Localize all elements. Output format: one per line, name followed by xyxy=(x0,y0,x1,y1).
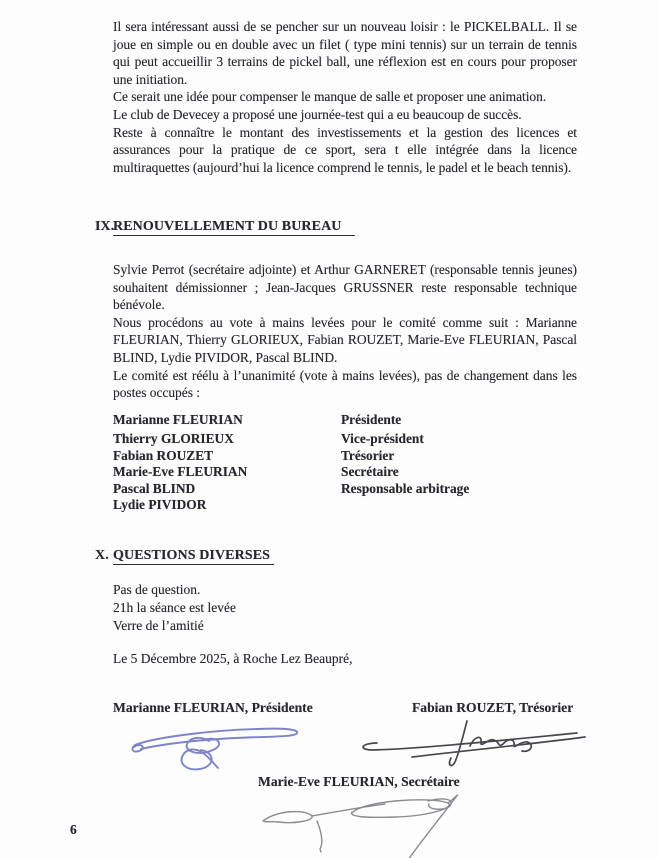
section-x-title: QUESTIONS DIVERSES xyxy=(113,548,274,565)
committee-list xyxy=(113,412,533,513)
committee-member-role: Vice-président xyxy=(341,431,424,447)
committee-member-name: Thierry GLORIEUX xyxy=(113,431,234,447)
section-x-lines xyxy=(113,581,236,635)
intro-paragraphs xyxy=(113,18,577,176)
section-x-number: X. xyxy=(95,548,109,563)
paragraph-demissions: Sylvie Perrot (secrétaire adjointe) et Arthur GARNERET (responsable tennis jeunes) souhaitent démissionner ; Jean-Jacques GRUSSNER reste responsable technique bénévole. xyxy=(113,262,577,313)
committee-member-name: Marianne FLEURIAN xyxy=(113,412,243,427)
section-x-heading xyxy=(95,548,274,564)
line-verre-amitie: Verre de l’amitié xyxy=(113,618,204,633)
section-ix-heading xyxy=(95,219,355,235)
paragraph-devecey: Le club de Devecey a proposé une journée-test qui a eu beaucoup de succès. xyxy=(113,106,522,122)
line-seance-levee: 21h la séance est levée xyxy=(113,600,236,615)
date-place-line: Le 5 Décembre 2025, à Roche Lez Beaupré, xyxy=(113,651,353,666)
signature-label-secretaire: Marie-Eve FLEURIAN, Secrétaire xyxy=(258,774,460,789)
paragraph-licences: Reste à connaître le montant des investissements et la gestion des licences et assurances pour la pratique de ce sport, sera t elle intégrée dans la licence multiraquettes (aujourd’hui la licence comprend le tennis, le padel et le beach tennis). xyxy=(113,124,577,175)
committee-row xyxy=(113,448,533,464)
section-ix-paragraphs xyxy=(113,261,577,402)
paragraph-reelu: Le comité est réélu à l’unanimité (vote à mains levées), pas de changement dans les postes occupés : xyxy=(113,367,577,401)
signature-label-presidente: Marianne FLEURIAN, Présidente xyxy=(113,700,313,715)
section-ix-title: RENOUVELLEMENT DU BUREAU xyxy=(113,219,355,236)
committee-member-name: Fabian ROUZET xyxy=(113,447,214,463)
committee-row xyxy=(113,464,533,480)
signature-marieeve-ink xyxy=(263,795,458,858)
committee-member-role: Présidente xyxy=(341,412,402,427)
line-pas-de-question: Pas de question. xyxy=(113,582,201,597)
committee-row xyxy=(113,481,533,497)
committee-row xyxy=(113,431,533,447)
committee-member-role: Secrétaire xyxy=(341,464,399,480)
page-number: 6 xyxy=(70,822,77,837)
paragraph-vote: Nous procédons au vote à mains levées pour le comité comme suit : Marianne FLEURIAN, Thierry GLORIEUX, Fabian ROUZET, Marie-Eve FLEURIAN, Pascal BLIND, Lydie PIVIDOR, Pascal BLIND. xyxy=(113,314,577,365)
committee-member-name: Lydie PIVIDOR xyxy=(113,497,207,513)
committee-member-name: Marie-Eve FLEURIAN xyxy=(113,464,248,480)
section-ix-number: IX. xyxy=(95,219,115,234)
committee-row xyxy=(113,412,533,428)
committee-member-role: Trésorier xyxy=(341,447,395,463)
committee-row xyxy=(113,497,533,513)
paragraph-pickelball: Il sera intéressant aussi de se pencher sur un nouveau loisir : le PICKELBALL. Il se joue en simple ou en double avec un filet ( type mini tennis) sur un terrain de tennis qui peut accueillir 3 terrains de pickel ball, une réflexion est en cours pour proposer une initiation. xyxy=(113,19,577,87)
signature-label-tresorier: Fabian ROUZET, Trésorier xyxy=(412,700,574,715)
signature-marianne-ink xyxy=(132,729,297,770)
paragraph-idee: Ce serait une idée pour compenser le manque de salle et proposer une animation. xyxy=(113,89,547,105)
committee-member-role: Responsable arbitrage xyxy=(341,480,470,496)
committee-member-name: Pascal BLIND xyxy=(113,480,196,496)
signature-fabian-ink xyxy=(363,721,585,765)
